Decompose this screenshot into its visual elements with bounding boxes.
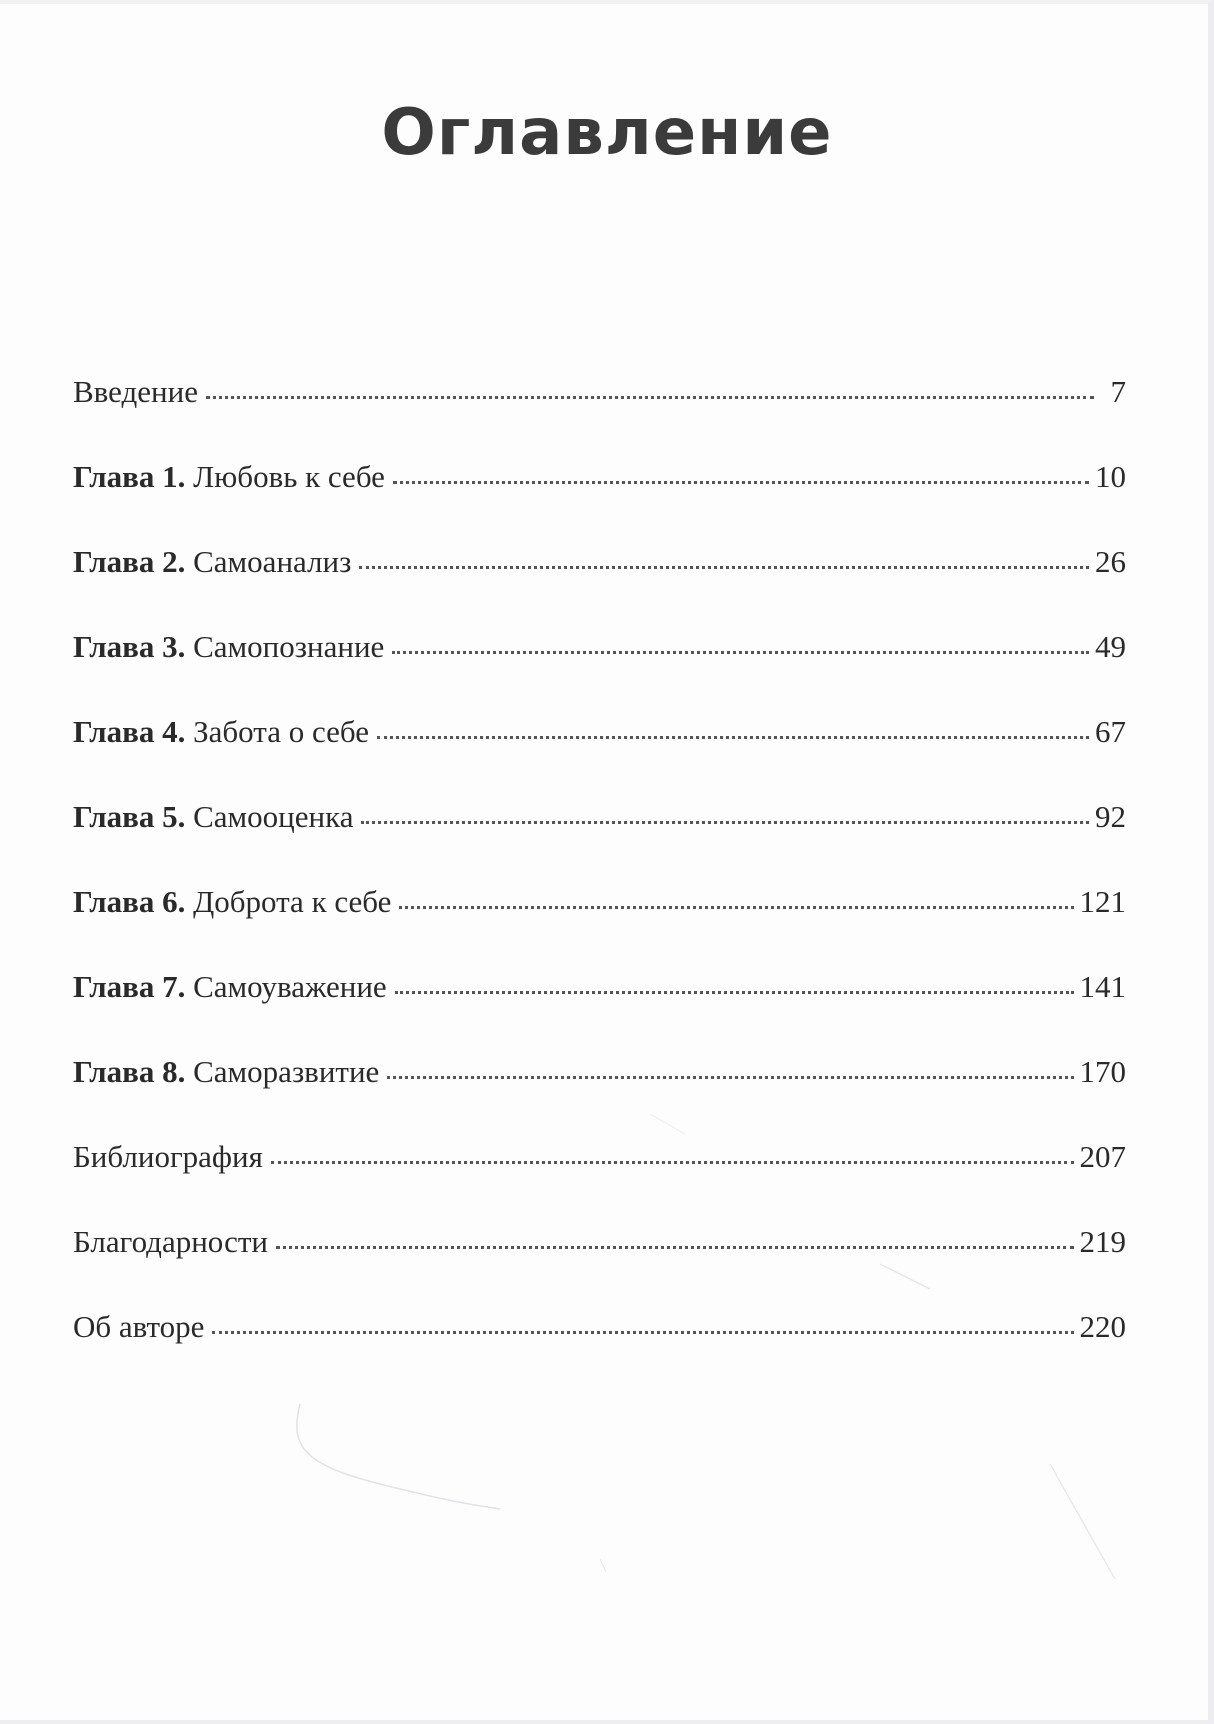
toc-entry [73, 374, 1126, 459]
toc-page-number: 220 [1079, 1309, 1126, 1344]
dot-leader [393, 481, 1089, 484]
toc-chapter-label: Глава 5. [73, 799, 186, 834]
dot-leader [361, 821, 1089, 824]
toc-page-number: 7 [1110, 374, 1126, 409]
toc-entry-title: Самооценка [193, 799, 354, 834]
toc-chapter-label: Глава 8. [73, 1054, 186, 1089]
toc-page-number: 49 [1095, 629, 1126, 664]
toc-chapter-label: Глава 6. [73, 884, 186, 919]
dot-leader [377, 736, 1089, 739]
toc-page-number: 10 [1095, 459, 1126, 494]
toc-entry-title: Забота о себе [193, 714, 369, 749]
dot-leader [276, 1246, 1074, 1249]
toc-entry-title: Благодарности [73, 1224, 268, 1259]
table-of-contents [73, 374, 1126, 1394]
toc-entry-title: Библиография [73, 1139, 263, 1174]
toc-chapter-label: Глава 4. [73, 714, 186, 749]
dot-leader [206, 396, 1094, 399]
toc-page-number: 92 [1095, 799, 1126, 834]
toc-entry [73, 884, 1126, 969]
toc-page-number: 219 [1079, 1224, 1126, 1259]
dot-leader [392, 651, 1089, 654]
toc-entry [73, 1139, 1126, 1224]
dot-leader [395, 991, 1074, 994]
toc-entry [73, 1054, 1126, 1139]
toc-entry-title: Самоуважение [193, 969, 387, 1004]
page-title: Оглавление [381, 96, 833, 170]
dot-leader [399, 906, 1073, 909]
toc-entry-title: Любовь к себе [193, 459, 385, 494]
toc-entry-title: Саморазвитие [193, 1054, 380, 1089]
toc-page-number: 207 [1079, 1139, 1126, 1174]
toc-page-number: 67 [1095, 714, 1126, 749]
dot-leader [387, 1076, 1073, 1079]
toc-page-number: 141 [1079, 969, 1126, 1004]
toc-page-number: 121 [1079, 884, 1126, 919]
dot-leader [359, 566, 1089, 569]
toc-page-number: 170 [1079, 1054, 1126, 1089]
toc-entry-title: Самопознание [193, 629, 385, 664]
toc-entry-title: Самоанализ [193, 544, 352, 579]
toc-chapter-label: Глава 1. [73, 459, 186, 494]
toc-entry-title: Об авторе [73, 1309, 205, 1344]
toc-entry [73, 1224, 1126, 1309]
toc-entry-title: Введение [73, 374, 198, 409]
toc-chapter-label: Глава 7. [73, 969, 186, 1004]
toc-page-number: 26 [1095, 544, 1126, 579]
toc-chapter-label: Глава 3. [73, 629, 186, 664]
toc-entry [73, 1309, 1126, 1394]
dot-leader [212, 1331, 1073, 1334]
toc-entry [73, 544, 1126, 629]
dot-leader [271, 1161, 1074, 1164]
toc-entry [73, 799, 1126, 884]
toc-entry [73, 969, 1126, 1054]
toc-entry-title: Доброта к себе [193, 884, 392, 919]
toc-chapter-label: Глава 2. [73, 544, 186, 579]
toc-entry [73, 459, 1126, 544]
toc-entry [73, 629, 1126, 714]
toc-entry [73, 714, 1126, 799]
